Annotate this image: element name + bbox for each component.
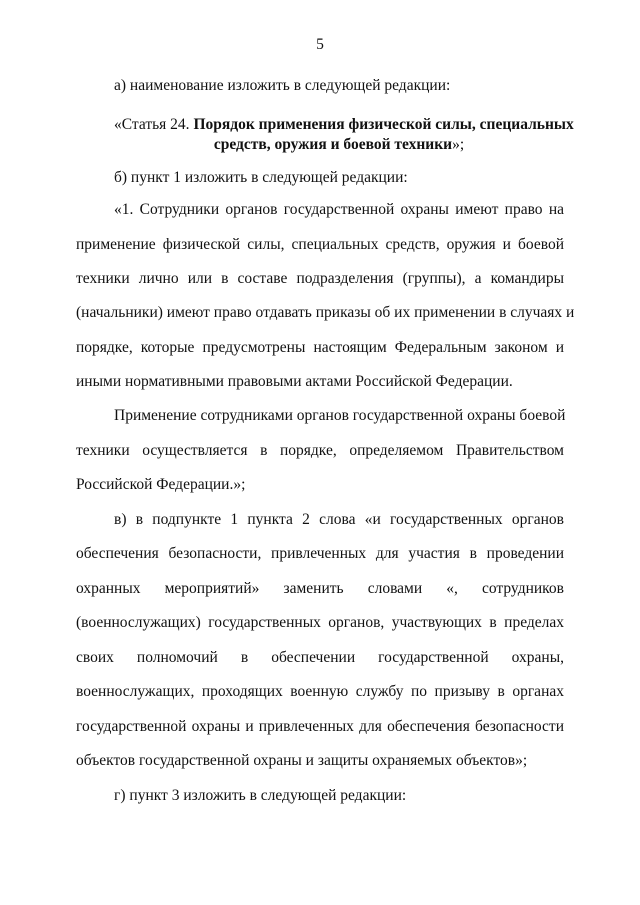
para1-line-last: иными нормативными правовыми актами Российской Федерации. xyxy=(76,373,513,390)
item-v-line: государственной охраны и привлеченных для обеспечения безопасности xyxy=(76,718,564,735)
article-title-line-2 xyxy=(114,135,564,155)
item-v-line-last: объектов государственной охраны и защиты охраняемых объектов»; xyxy=(76,752,528,769)
article-suffix: »; xyxy=(452,136,465,153)
item-b: б) пункт 1 изложить в следующей редакции: xyxy=(114,169,408,186)
para1-line: техники лично или в составе подразделения (группы), а командиры xyxy=(76,270,564,287)
item-v-line: охранных мероприятий» заменить словами «, сотрудников xyxy=(76,580,564,597)
item-a: а) наименование изложить в следующей редакции: xyxy=(114,77,451,94)
item-v-line: своих полномочий в обеспечении государственной охраны, xyxy=(76,649,564,666)
para1-line: (начальники) имеют право отдавать приказы об их применении в случаях и xyxy=(76,304,575,321)
article-title-bold-2: средств, оружия и боевой техники xyxy=(213,136,453,153)
para1-line: порядке, которые предусмотрены настоящим Федеральным законом и xyxy=(76,339,564,356)
article-title-line-1 xyxy=(114,115,574,135)
article-prefix: «Статья 24. xyxy=(114,116,194,133)
para1-line: применение физической силы, специальных средств, оружия и боевой xyxy=(76,236,564,253)
item-g: г) пункт 3 изложить в следующей редакции: xyxy=(114,787,407,804)
para2-line-last: Российской Федерации.»; xyxy=(76,476,246,493)
item-v-line: военнослужащих, проходящих военную службу по призыву в органах xyxy=(76,683,564,700)
item-v-line: в) в подпункте 1 пункта 2 слова «и государственных органов xyxy=(114,511,564,528)
item-v-line: (военнослужащих) государственных органов, участвующих в пределах xyxy=(76,614,564,631)
page-number: 5 xyxy=(316,36,324,53)
para2-line: техники осуществляется в порядке, определяемом Правительством xyxy=(76,442,564,459)
para2-line: Применение сотрудниками органов государственной охраны боевой xyxy=(114,407,566,424)
item-v-line: обеспечения безопасности, привлеченных для участия в проведении xyxy=(76,545,564,562)
article-title xyxy=(114,115,574,155)
para1-line: «1. Сотрудники органов государственной охраны имеют право на xyxy=(114,201,564,218)
article-title-bold-1: Порядок применения физической силы, специальных xyxy=(193,116,574,133)
